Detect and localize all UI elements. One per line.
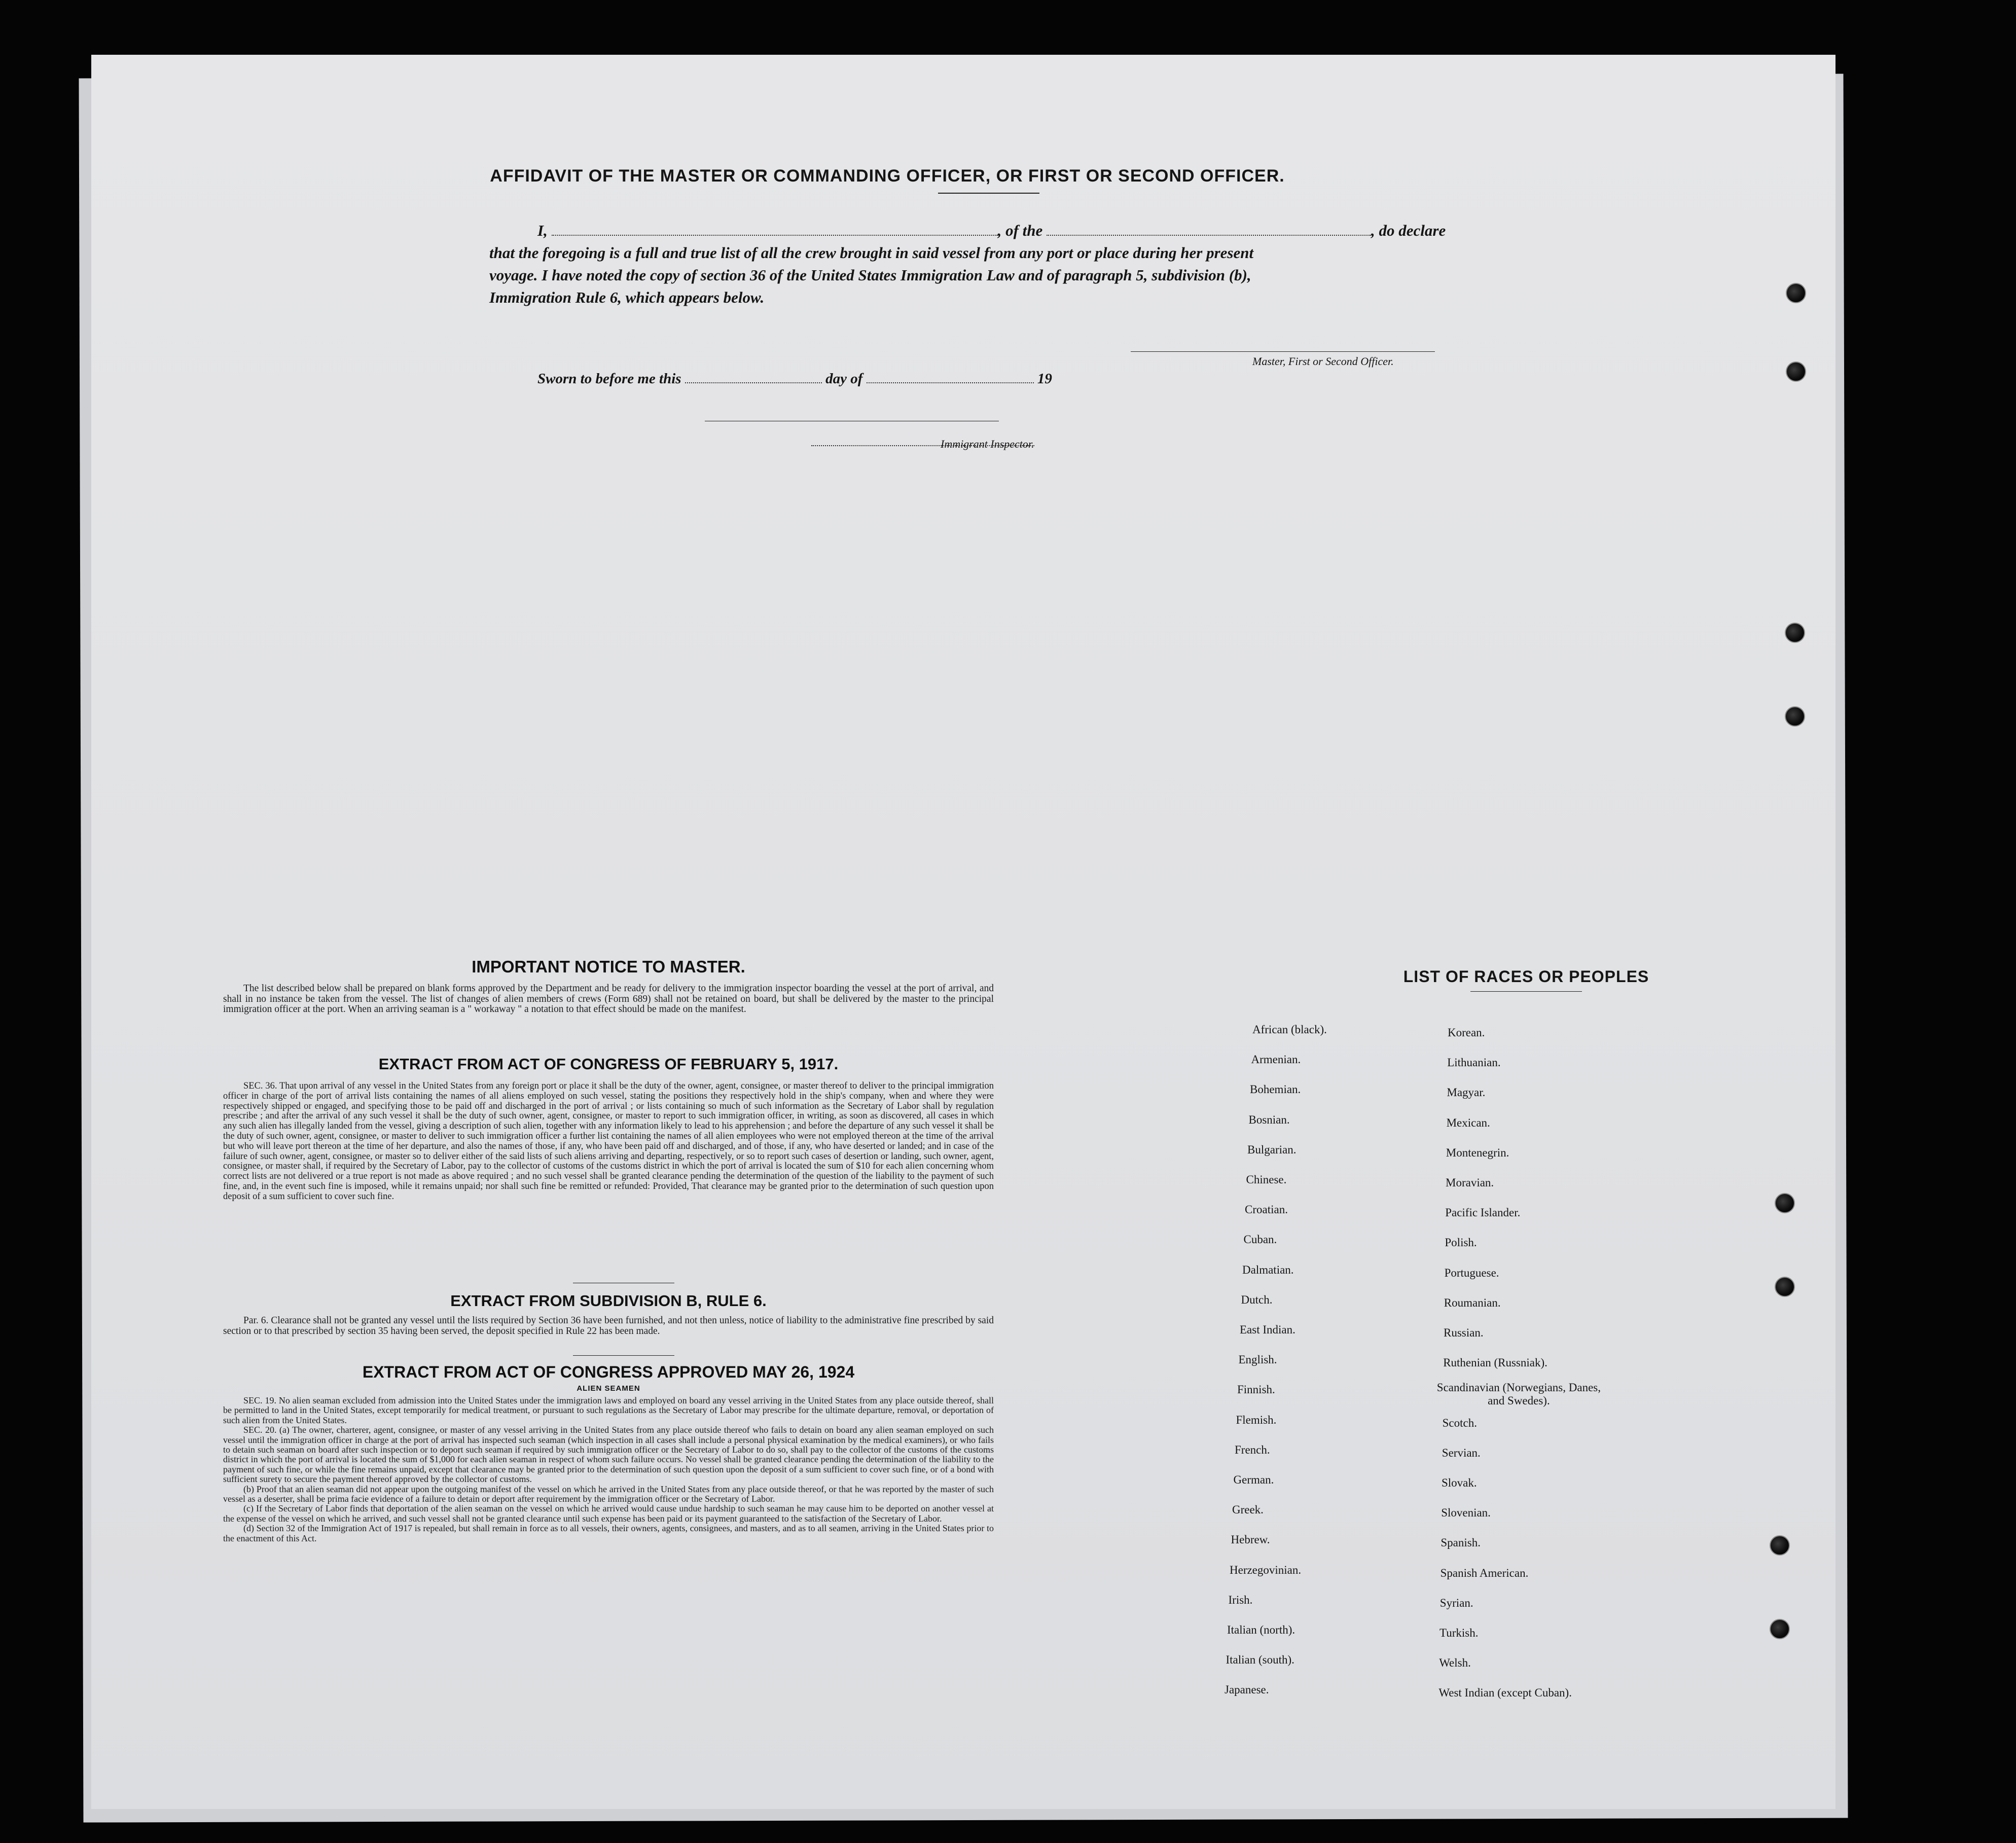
race-item: Herzegovinian. — [1230, 1563, 1302, 1576]
race-item: Polish. — [1445, 1236, 1477, 1249]
race-item: Scandinavian (Norwegians, Danes, and Swedes). — [1436, 1381, 1601, 1407]
punch-hole — [1786, 283, 1806, 303]
race-item: Mexican. — [1446, 1116, 1490, 1129]
alien-seamen-subtitle: ALIEN SEAMEN — [577, 1384, 640, 1393]
punch-hole — [1770, 1619, 1790, 1639]
race-item: Italian (north). — [1227, 1623, 1295, 1636]
affidavit-line-4: Immigration Rule 6, which appears below. — [489, 288, 765, 306]
affidavit-do-declare: , do declare — [1371, 222, 1446, 239]
sworn-day-blank[interactable] — [685, 382, 822, 383]
race-item: East Indian. — [1240, 1323, 1295, 1336]
extract-rule6-title: EXTRACT FROM SUBDIVISION B, RULE 6. — [450, 1292, 767, 1310]
race-item: Slovenian. — [1441, 1506, 1491, 1520]
race-item: Flemish. — [1236, 1413, 1277, 1426]
sworn-line — [537, 368, 1247, 390]
inspector-label: Immigrant Inspector. — [941, 438, 1034, 450]
race-item: Japanese. — [1225, 1683, 1269, 1696]
affidavit-line-2: that the foregoing is a full and true list of all the crew brought in said vessel from any port or place during her present — [489, 244, 1254, 262]
master-label: Master, First or Second Officer. — [1252, 355, 1394, 368]
sec-20b-paragraph: (b) Proof that an alien seaman did not appear upon the outgoing manifest of the vessel on which he arrived in the United States from any place outside thereof, or that he was reported by the master of such vessel as a deserter, shall be prima facie evidence of a failure to detain or deport after requirement by the immigration officer or the Secretary of Labor. — [223, 1484, 994, 1504]
affidavit-line-3: voyage. I have noted the copy of section 36 of the United States Immigration Law and of paragraph 5, subdivision (b), — [489, 266, 1251, 284]
punch-hole — [1775, 1277, 1795, 1297]
document-page — [91, 55, 1835, 1809]
race-item: Slovak. — [1442, 1476, 1477, 1489]
race-item: Portuguese. — [1444, 1266, 1499, 1279]
affidavit-i: I, — [537, 222, 548, 239]
extract-1917-body — [223, 1081, 994, 1202]
sec-36-paragraph: SEC. 36. That upon arrival of any vessel in the United States from any foreign port or place it shall be the duty of the owner, agent, consignee, or master thereof to deliver to the principal immigration officer in charge of the port of arrival lists containing the names of all aliens employed on such vessel, stating the positions they respectively hold in the ship's company, when and where they were respectively shipped or engaged, and specifying those to be paid off and discharged in the port of arrival ; or lists containing so much of such information as the Secretary of Labor shall by regulation prescribe ; and after the arrival of any such vessel it shall be the duty of such owner, agent, consignee, or master to report to such immigration officer, in writing, as soon as discovered, all cases in which any such alien has illegally landed from the vessel, giving a description of such alien, together with any information likely to lead to his apprehension ; and before the departure of any such vessel it shall be the duty of such owner, agent, consignee, or master to deliver to such immigration officer a further list containing the names of all alien employees who were not employed thereon at the time of the arrival but who will leave port thereon at the time of her departure, and also the names of those, if any, who have been paid off and discharged, and of those, if any, who have deserted or landed; and in case of the failure of such owner, agent, consignee, or master so to deliver either of the said lists of such aliens arriving and departing, respectively, or so to report such cases of desertion or landing, such owner, agent, consignee, or master shall, if required by the Secretary of Labor, pay to the collector of customs of the customs district in which the port of arrival is located the sum of $10 for each alien concerning whom correct lists are not delivered or a true report is not made as above required ; and no such vessel shall be granted clearance pending the determination of the question of the liability to the payment of such fine, and, in the event such fine is imposed, while it remains unpaid; nor shall such fine be remitted or refunded: Provided, That clearance may be granted prior to the determination of such question upon deposit of a sum sufficient to cover such fine. — [223, 1081, 994, 1202]
race-item: Scotch. — [1442, 1416, 1477, 1429]
race-item: Finnish. — [1237, 1383, 1275, 1396]
race-item: Syrian. — [1439, 1596, 1473, 1609]
race-item: Roumanian. — [1444, 1296, 1501, 1309]
sec-19-paragraph: SEC. 19. No alien seaman excluded from admission into the United States under the immigration laws and employed on board any vessel arriving in the United States from any place outside thereof, shall be permitted to land in the United States, except temporarily for medical treatment, or pursuant to such regulations as the Secretary of Labor may prescribe for the ultimate departure, removal, or deportation of such alien from the United States. — [223, 1395, 994, 1425]
race-item: Lithuanian. — [1447, 1056, 1501, 1069]
race-item: Hebrew. — [1231, 1533, 1270, 1546]
title-divider — [938, 193, 1039, 194]
race-item: Armenian. — [1251, 1053, 1301, 1066]
extract-1917-title: EXTRACT FROM ACT OF CONGRESS OF FEBRUARY 5, 1917. — [378, 1055, 839, 1073]
race-item: Chinese. — [1246, 1173, 1287, 1186]
punch-hole — [1775, 1193, 1795, 1213]
vessel-blank[interactable] — [1047, 235, 1371, 236]
race-item: Irish. — [1228, 1593, 1253, 1606]
bleed-through-heading — [1612, 156, 1619, 184]
day-of-text: day of — [825, 371, 863, 387]
race-item: Pacific Islander. — [1445, 1206, 1521, 1219]
sec-20a-paragraph: SEC. 20. (a) The owner, charterer, agent, consignee, or master of any vessel arriving in the United States from any place outside thereof who fails to detain on board any alien seaman employed on such vessel until the immigration officer in charge at the port of arrival has inspected such seaman (which inspection in all cases shall include a personal physical examination by the medical examiners), or who fails to detain such seaman on board after such inspection or to deport such seaman if required by such immigration officer or the Secretary of Labor to do so, shall pay to the collector of the customs of the customs district in which the port of arrival is located the sum of $1,000 for each alien seaman in respect of whom such failure occurs. No vessel shall be granted clearance pending the determination of the liability to the payment of such fine, or while the fine remains unpaid, except that clearance may be granted prior to the determination of such question upon the deposit of a sum sufficient to cover such fine, or of a bond with sufficient surety to secure the payment thereof approved by the collector of customs. — [223, 1425, 994, 1485]
extract-1924-body — [223, 1396, 994, 1543]
race-item: English. — [1238, 1353, 1277, 1366]
race-item: West Indian (except Cuban). — [1438, 1686, 1572, 1700]
race-item: German. — [1233, 1473, 1274, 1486]
extract-rule6-body — [223, 1316, 994, 1336]
race-item: Croatian. — [1245, 1203, 1288, 1216]
name-blank[interactable] — [552, 235, 998, 236]
race-item: Dutch. — [1241, 1293, 1273, 1306]
race-item: Moravian. — [1446, 1176, 1494, 1189]
race-item: Spanish. — [1441, 1536, 1481, 1549]
races-title: LIST OF RACES OR PEOPLES — [1403, 967, 1649, 986]
race-item: Spanish American. — [1440, 1566, 1529, 1579]
year-prefix: 19 — [1037, 371, 1052, 387]
race-item: Italian (south). — [1226, 1653, 1294, 1667]
race-item: Greek. — [1232, 1503, 1264, 1516]
race-item: Montenegrin. — [1446, 1146, 1509, 1159]
par-6-paragraph: Par. 6. Clearance shall not be granted any vessel until the lists required by Section 36 have been furnished, and not then unless, notice of liability to the administrative fine prescribed by said section or to that prescribed by section 35 having been served, the deposit specified in Rule 22 has been made. — [223, 1315, 994, 1336]
races-divider — [1470, 991, 1582, 992]
race-item: Dalmatian. — [1242, 1263, 1294, 1276]
notice-paragraph: The list described below shall be prepared on blank forms approved by the Department and be ready for delivery to the immigration inspector boarding the vessel at the port of arrival, and shall in no instance be taken from the vessel. The list of changes of alien members of crews (Form 689) shall not be retained on board, but shall be delivered by the master to the principal immigration officer at the port. When an arriving seaman is a " workaway " a notation to that effect should be made on the manifest. — [223, 983, 994, 1015]
race-item: Turkish. — [1439, 1627, 1479, 1639]
race-item: Welsh. — [1439, 1656, 1471, 1670]
race-item: Ruthenian (Russniak). — [1443, 1356, 1547, 1369]
race-item: Russian. — [1444, 1326, 1484, 1339]
extract-1924-title: EXTRACT FROM ACT OF CONGRESS APPROVED MAY 26, 1924 — [362, 1363, 855, 1381]
race-item: Bulgarian. — [1247, 1143, 1297, 1156]
race-item: African (black). — [1252, 1023, 1327, 1036]
1924-divider — [573, 1355, 674, 1356]
race-item: Servian. — [1442, 1446, 1481, 1459]
sec-20d-paragraph: (d) Section 32 of the Immigration Act of 1917 is repealed, but shall remain in force as to all vessels, their owners, agents, consignees, and masters, and as to all seamen, arriving in the United States prior to the enactment of this Act. — [223, 1523, 994, 1543]
punch-hole — [1786, 362, 1806, 382]
affidavit-title: AFFIDAVIT OF THE MASTER OR COMMANDING OFFICER, OR FIRST OR SECOND OFFICER. — [490, 166, 1285, 186]
race-item: Korean. — [1448, 1026, 1485, 1039]
punch-hole — [1785, 706, 1805, 727]
sworn-text: Sworn to before me this — [537, 371, 681, 387]
race-item: Cuban. — [1243, 1233, 1277, 1246]
race-item: Magyar. — [1447, 1086, 1486, 1099]
race-item: Bosnian. — [1248, 1113, 1290, 1126]
punch-hole — [1785, 623, 1805, 643]
race-item: Bohemian. — [1250, 1083, 1301, 1096]
notice-title: IMPORTANT NOTICE TO MASTER. — [472, 957, 745, 976]
affidavit-of-the: , of the — [997, 222, 1043, 239]
master-signature-line[interactable] — [1131, 351, 1435, 352]
punch-hole — [1770, 1535, 1790, 1556]
sworn-month-blank[interactable] — [867, 382, 1034, 383]
affidavit-line-1 — [537, 220, 1577, 242]
sec-20c-paragraph: (c) If the Secretary of Labor finds that deportation of the alien seaman on the vessel on which he arrived would cause undue hardship to such seaman he may cause him to be deported on another vessel at the expense of the vessel on which he arrived, and such vessel shall not be granted clearance until such expense has been paid or its payment guaranteed to the satisfaction of the Secretary of Labor. — [223, 1503, 994, 1524]
notice-body — [223, 984, 994, 1015]
race-item: French. — [1235, 1443, 1270, 1456]
